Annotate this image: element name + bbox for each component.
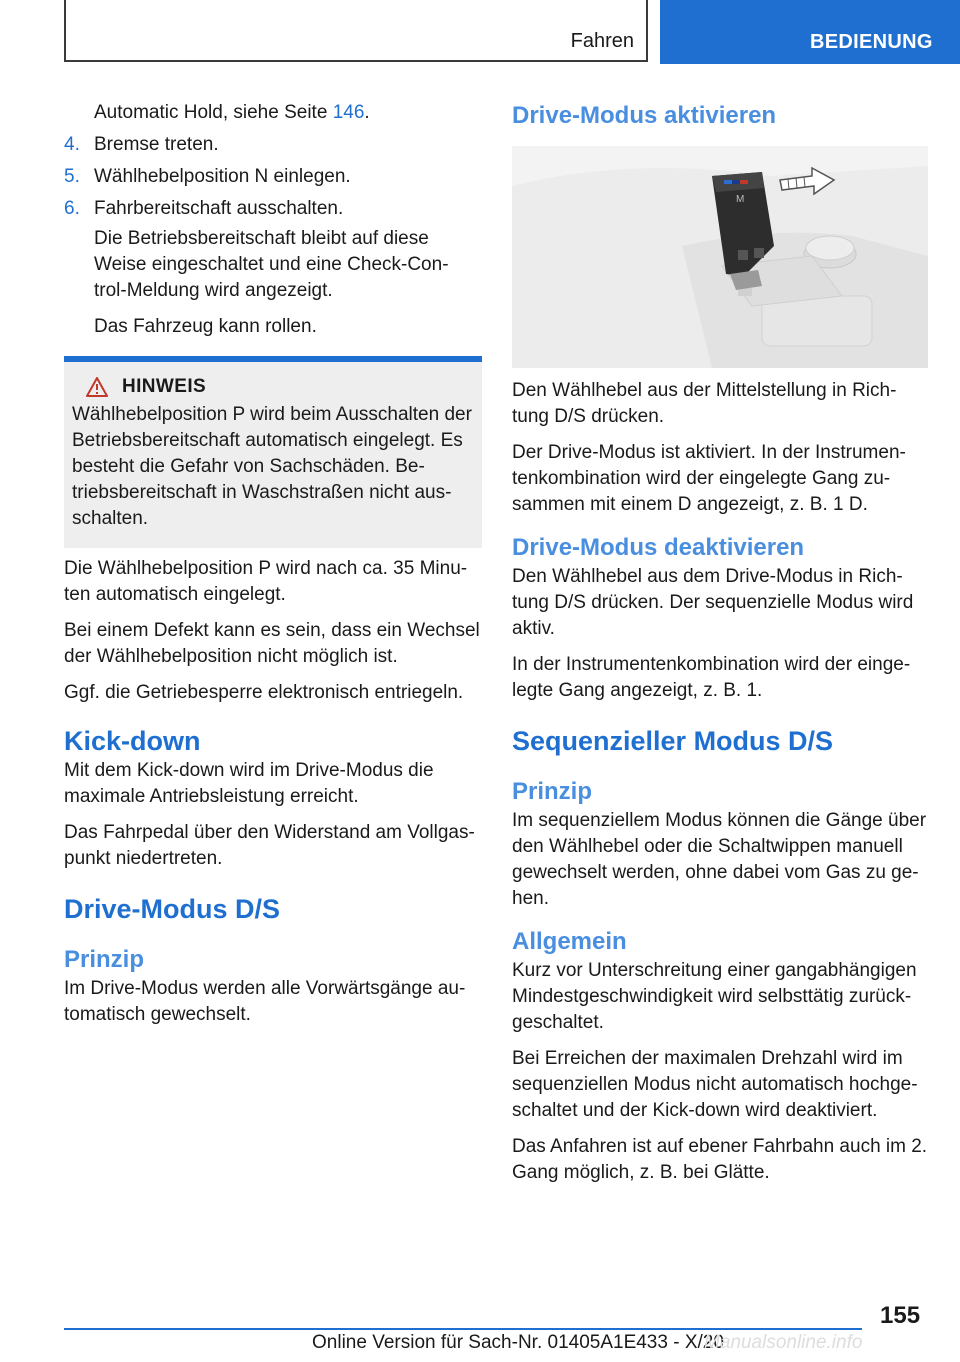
paragraph: Den Wählhebel aus dem Drive-Modus in Rich- tung D/S drücken. Der sequenzielle Modus wird aktiv. [512, 566, 914, 639]
heading-kickdown: Kick-down [64, 726, 201, 756]
left-column [64, 100, 482, 1038]
section-title: BEDIENUNG [810, 31, 933, 53]
step-number: 4. [64, 134, 80, 155]
paragraph: Den Wählhebel aus der Mittelstellung in Rich- tung D/S drücken. [512, 380, 897, 427]
chapter-title: Fahren [570, 30, 634, 52]
step-number: 6. [64, 198, 80, 219]
paragraph: In der Instrumentenkombination wird der einge- legte Gang angezeigt, z. B. 1. [512, 654, 911, 701]
notice-box [64, 356, 482, 548]
right-column [512, 100, 930, 1196]
footer-rule [64, 1328, 862, 1330]
step-text: Fahrbereitschaft ausschalten. [94, 198, 344, 219]
paragraph: Ggf. die Getriebesperre elektronisch entriegeln. [64, 682, 464, 703]
step-detail: Das Fahrzeug kann rollen. [94, 316, 317, 337]
step-number: 5. [64, 166, 80, 187]
page-link[interactable]: 146 [332, 102, 365, 123]
header-left-box [64, 0, 648, 62]
step-item [64, 196, 482, 222]
watermark: Manualsonline.info [704, 1332, 863, 1353]
paragraph: Im sequenziellem Modus können die Gänge über den Wählhebel oder die Schaltwippen manuell gewechselt werden, ohne dabei vom Gas zu ge- hen. [512, 810, 927, 909]
heading-prinzip: Prinzip [512, 778, 593, 805]
paragraph: Der Drive-Modus ist aktiviert. In der Instrumen- tenkombination wird der eingelegte Gang zu- sammen mit einem D angezeigt, z. B. 1 D. [512, 442, 906, 515]
page-number: 155 [880, 1302, 921, 1329]
paragraph: Die Wählhebelposition P wird nach ca. 35 Minu- ten automatisch eingelegt. [64, 558, 468, 605]
heading-sequential-mode: Sequenzieller Modus D/S [512, 726, 834, 756]
paragraph: Bei Erreichen der maximalen Drehzahl wird im sequenziellen Modus nicht automatisch hochge- schaltet und der Kick-down wird deaktiviert. [512, 1048, 918, 1121]
gear-selector-image [512, 146, 928, 368]
paragraph: Mit dem Kick-down wird im Drive-Modus die maximale Antriebsleistung erreicht. [64, 760, 434, 807]
step-detail: Die Betriebsbereitschaft bleibt auf diese Weise eingeschaltet und eine Check-Con- trol-Meldung wird angezeigt. [94, 228, 449, 301]
step-text: Bremse treten. [94, 134, 219, 155]
heading-deactivate: Drive-Modus deaktivieren [512, 534, 805, 561]
paragraph: Das Anfahren ist auf ebener Fahrbahn auch im 2. Gang möglich, z. B. bei Glätte. [512, 1136, 928, 1183]
step-text: Wählhebelposition N einlegen. [94, 166, 351, 187]
paragraph: Kurz vor Unterschreitung einer gangabhängigen Mindestgeschwindigkeit wird selbsttätig zurück- geschaltet. [512, 960, 917, 1033]
step-item [64, 164, 482, 190]
warning-icon [86, 377, 108, 397]
heading-drive-mode: Drive-Modus D/S [64, 894, 281, 924]
paragraph: Im Drive-Modus werden alle Vorwärtsgänge au- tomatisch gewechselt. [64, 978, 466, 1025]
notice-header [72, 376, 482, 398]
svg-text:M: M [736, 194, 745, 205]
paragraph: Bei einem Defekt kann es sein, dass ein Wechsel der Wählhebelposition nicht möglich ist. [64, 620, 480, 667]
heading-activate: Drive-Modus aktivieren [512, 102, 777, 129]
heading-allgemein: Allgemein [512, 928, 627, 955]
header-section-tab [660, 0, 960, 64]
continued-text: Automatic Hold, siehe Seite 146. [94, 102, 370, 123]
step-item [64, 132, 482, 158]
online-version-text: Online Version für Sach-Nr. 01405A1E433 - X/20 [312, 1332, 724, 1353]
paragraph: Das Fahrpedal über den Widerstand am Vollgas- punkt niedertreten. [64, 822, 475, 869]
notice-title: HINWEIS [122, 376, 207, 397]
notice-text: Wählhebelposition P wird beim Ausschalten der Betriebsbereitschaft automatisch eingelegt. Es besteht die Gefahr von Sachschäden. Be- triebsbereitschaft in Waschstraßen nicht aus- schalten. [72, 404, 472, 529]
heading-prinzip: Prinzip [64, 946, 145, 973]
